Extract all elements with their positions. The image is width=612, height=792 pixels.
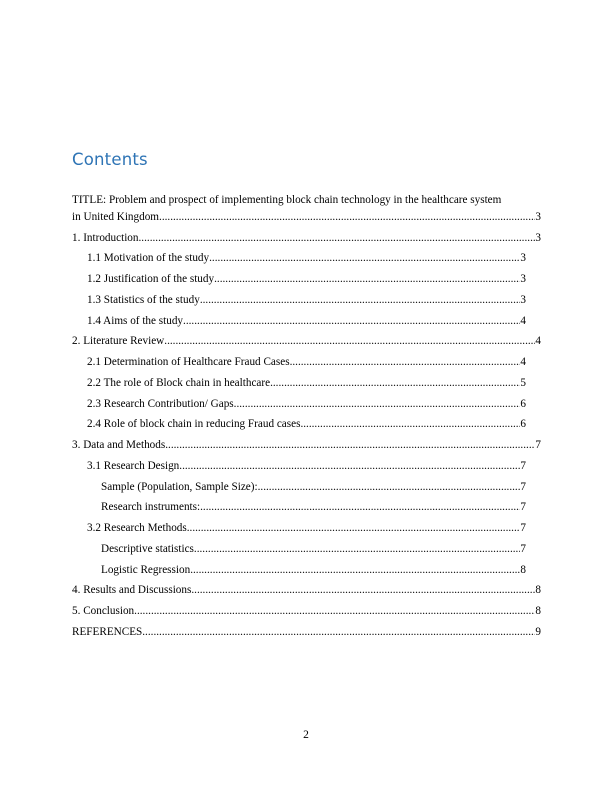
toc-title-line-1: TITLE: Problem and prospect of implementing block chain technology in the healthcare system — [72, 194, 502, 206]
toc-entry-label: 4. Results and Discussions — [72, 584, 192, 597]
toc-entry-label: 2.3 Research Contribution/ Gaps — [87, 397, 234, 410]
toc-entry-page: 3 — [520, 273, 526, 285]
toc-leader-dots — [187, 522, 521, 534]
toc-entry-label: REFERENCES — [72, 625, 143, 638]
toc-entry-page: 7 — [535, 439, 541, 451]
toc-entry-justification[interactable] — [72, 273, 526, 294]
toc-leader-dots — [234, 398, 521, 410]
toc-entry-page: 4 — [520, 314, 526, 327]
toc-entry-page: 6 — [520, 397, 526, 410]
toc-entry-page: 7 — [520, 459, 526, 472]
toc-leader-dots — [200, 501, 520, 513]
toc-leader-dots — [179, 460, 520, 472]
toc-entry-page: 8 — [520, 563, 526, 576]
toc-entry-label: 2.2 The role of Block chain in healthcare — [87, 376, 271, 389]
toc-leader-dots — [194, 543, 521, 555]
toc-entry-page: 3 — [535, 231, 541, 244]
toc-entry-fraud-cases[interactable] — [72, 356, 526, 377]
toc-entry-label: 3. Data and Methods — [72, 439, 166, 451]
contents-heading: Contents — [72, 150, 148, 169]
toc-entry-page: 4 — [520, 356, 526, 368]
toc-entry-label: Sample (Population, Sample Size): — [101, 480, 258, 493]
toc-entry-literature-review[interactable] — [72, 335, 541, 356]
toc-entry-label: 1.4 Aims of the study — [87, 314, 184, 327]
toc-entry-descriptive-statistics[interactable] — [72, 543, 526, 564]
page-number: 2 — [303, 729, 309, 741]
toc-entry-role-blockchain[interactable] — [72, 377, 526, 398]
toc-entry-page: 5 — [520, 376, 526, 389]
toc-leader-dots — [164, 335, 535, 347]
toc-entry-page: 8 — [535, 584, 541, 597]
toc-entry-page: 4 — [535, 335, 541, 348]
toc-entry-label: 5. Conclusion — [72, 605, 135, 617]
toc-leader-dots — [214, 273, 520, 285]
toc-entry-reducing-fraud[interactable] — [72, 418, 526, 439]
toc-leader-dots — [139, 232, 536, 244]
toc-entry-label: Logistic Regression — [101, 563, 191, 576]
toc-leader-dots — [159, 211, 535, 223]
toc-entry-statistics[interactable] — [72, 294, 526, 315]
toc-entry-page: 3 — [520, 293, 526, 306]
toc-leader-dots — [300, 418, 520, 430]
toc-entry-label: 3.1 Research Design — [87, 459, 180, 472]
toc-leader-dots — [200, 294, 521, 306]
toc-entry-page: 6 — [520, 418, 526, 431]
toc-title-entry[interactable] — [72, 211, 541, 232]
table-of-contents — [72, 190, 541, 647]
toc-entry-label: 1.3 Statistics of the study — [87, 293, 200, 306]
toc-entry-page: 7 — [520, 501, 526, 514]
toc-leader-dots — [191, 584, 535, 596]
toc-entry-references[interactable] — [72, 626, 541, 647]
toc-leader-dots — [165, 439, 535, 451]
toc-leader-dots — [190, 564, 520, 576]
toc-entry-research-instruments[interactable] — [72, 501, 526, 522]
toc-entry-label: 2. Literature Review — [72, 335, 165, 348]
toc-entry-motivation[interactable] — [72, 252, 526, 273]
toc-entry-page: 3 — [535, 210, 541, 223]
toc-entry-label: 1.2 Justification of the study — [87, 273, 215, 285]
toc-leader-dots — [134, 605, 535, 617]
toc-leader-dots — [258, 481, 521, 493]
toc-entry-label: Descriptive statistics — [101, 542, 194, 555]
toc-leader-dots — [270, 377, 520, 389]
toc-entry-data-methods[interactable] — [72, 439, 541, 460]
toc-entry-research-methods[interactable] — [72, 522, 526, 543]
toc-entry-page: 7 — [520, 522, 526, 534]
toc-entry-label: 2.4 Role of block chain in reducing Fraud cases — [87, 418, 301, 431]
toc-entry-label: 1. Introduction — [72, 231, 139, 244]
toc-leader-dots — [209, 252, 520, 264]
toc-entry-page: 3 — [520, 252, 526, 265]
toc-entry-logistic-regression[interactable] — [72, 564, 526, 585]
toc-entry-research-design[interactable] — [72, 460, 526, 481]
toc-entry-label: in United Kingdom — [72, 210, 160, 223]
toc-entry-page: 7 — [520, 542, 526, 555]
toc-entry-conclusion[interactable] — [72, 605, 541, 626]
toc-entry-results[interactable] — [72, 584, 541, 605]
toc-entry-research-contribution[interactable] — [72, 398, 526, 419]
toc-entry-label: 3.2 Research Methods — [87, 522, 187, 534]
toc-entry-introduction[interactable] — [72, 232, 541, 253]
toc-entry-sample[interactable] — [72, 481, 526, 502]
toc-entry-label: 2.1 Determination of Healthcare Fraud Cases — [87, 356, 290, 368]
toc-leader-dots — [183, 315, 520, 327]
toc-entry-page: 9 — [535, 625, 541, 638]
toc-entry-label: 1.1 Motivation of the study — [87, 252, 210, 265]
toc-leader-dots — [290, 356, 521, 368]
toc-entry-aims[interactable] — [72, 315, 526, 336]
toc-entry-page: 7 — [520, 480, 526, 493]
toc-leader-dots — [142, 626, 535, 638]
toc-entry-label: Research instruments: — [101, 501, 201, 514]
toc-entry-page: 8 — [535, 605, 541, 617]
